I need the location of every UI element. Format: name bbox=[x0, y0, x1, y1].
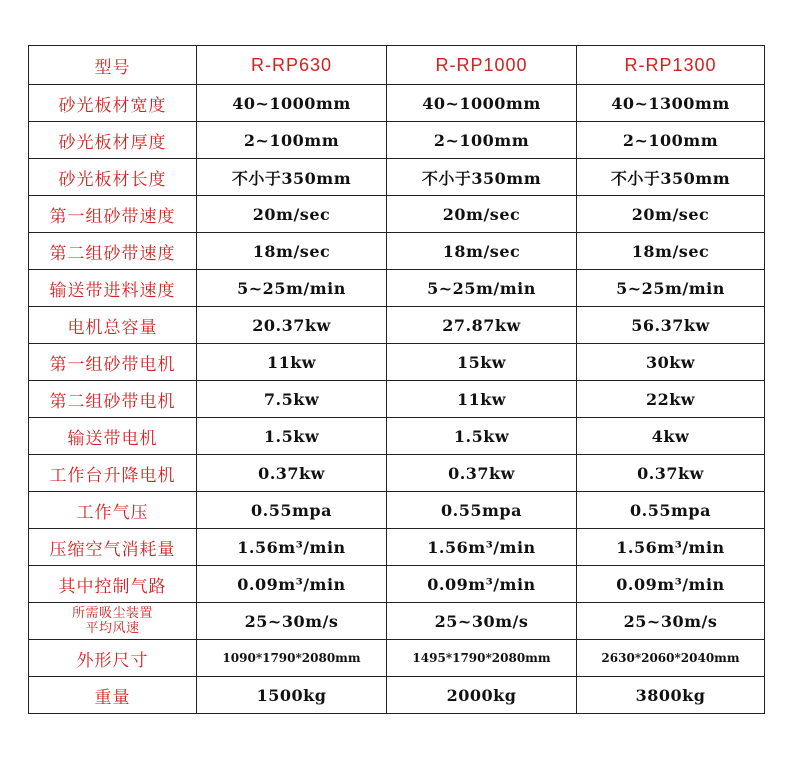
table-header-row bbox=[29, 46, 765, 85]
row-value: 7.5kw bbox=[197, 381, 387, 418]
row-value: 1500kg bbox=[197, 677, 387, 714]
table-row bbox=[29, 640, 765, 677]
row-value: 0.09m³/min bbox=[197, 566, 387, 603]
table-row bbox=[29, 196, 765, 233]
model-name: R-RP630 bbox=[197, 46, 387, 85]
row-value: 0.55mpa bbox=[577, 492, 765, 529]
row-label: 第二组砂带电机 bbox=[29, 381, 197, 418]
row-label: 工作气压 bbox=[29, 492, 197, 529]
row-label: 重量 bbox=[29, 677, 197, 714]
table-row bbox=[29, 233, 765, 270]
row-label: 砂光板材厚度 bbox=[29, 122, 197, 159]
row-label: 砂光板材宽度 bbox=[29, 85, 197, 122]
table-row bbox=[29, 381, 765, 418]
row-value: 0.09m³/min bbox=[577, 566, 765, 603]
table-row bbox=[29, 85, 765, 122]
row-value: 1.5kw bbox=[197, 418, 387, 455]
row-label: 第一组砂带电机 bbox=[29, 344, 197, 381]
row-value: 2~100mm bbox=[197, 122, 387, 159]
row-value: 18m/sec bbox=[197, 233, 387, 270]
row-value: 27.87kw bbox=[387, 307, 577, 344]
row-value: 5~25m/min bbox=[577, 270, 765, 307]
table-row bbox=[29, 159, 765, 196]
table-row bbox=[29, 492, 765, 529]
row-label-line: 平均风速 bbox=[85, 621, 140, 636]
row-value: 1090*1790*2080mm bbox=[197, 640, 387, 677]
table-row bbox=[29, 455, 765, 492]
row-value: 1.56m³/min bbox=[387, 529, 577, 566]
row-value: 25~30m/s bbox=[387, 603, 577, 640]
model-name: R-RP1000 bbox=[387, 46, 577, 85]
row-value: 0.37kw bbox=[577, 455, 765, 492]
row-value: 1.56m³/min bbox=[577, 529, 765, 566]
row-value: 3800kg bbox=[577, 677, 765, 714]
row-value: 5~25m/min bbox=[387, 270, 577, 307]
row-value: 15kw bbox=[387, 344, 577, 381]
table-row bbox=[29, 603, 765, 640]
row-value: 不小于350mm bbox=[387, 159, 577, 196]
row-value: 2630*2060*2040mm bbox=[577, 640, 765, 677]
row-value: 4kw bbox=[577, 418, 765, 455]
row-value: 2000kg bbox=[387, 677, 577, 714]
row-value: 2~100mm bbox=[387, 122, 577, 159]
row-value: 56.37kw bbox=[577, 307, 765, 344]
row-value: 0.37kw bbox=[197, 455, 387, 492]
row-value: 25~30m/s bbox=[577, 603, 765, 640]
row-value: 25~30m/s bbox=[197, 603, 387, 640]
row-value: 1495*1790*2080mm bbox=[387, 640, 577, 677]
row-value: 0.55mpa bbox=[197, 492, 387, 529]
row-value: 40~1000mm bbox=[387, 85, 577, 122]
row-value: 不小于350mm bbox=[577, 159, 765, 196]
row-label: 电机总容量 bbox=[29, 307, 197, 344]
model-name: R-RP1300 bbox=[577, 46, 765, 85]
row-label: 其中控制气路 bbox=[29, 566, 197, 603]
row-value: 1.5kw bbox=[387, 418, 577, 455]
row-value: 22kw bbox=[577, 381, 765, 418]
row-label: 输送带进料速度 bbox=[29, 270, 197, 307]
table-row bbox=[29, 122, 765, 159]
row-value: 0.37kw bbox=[387, 455, 577, 492]
row-label: 外形尺寸 bbox=[29, 640, 197, 677]
row-value: 11kw bbox=[197, 344, 387, 381]
table-row bbox=[29, 344, 765, 381]
row-label: 工作台升降电机 bbox=[29, 455, 197, 492]
table-row bbox=[29, 677, 765, 714]
row-label: 砂光板材长度 bbox=[29, 159, 197, 196]
row-value: 40~1000mm bbox=[197, 85, 387, 122]
spec-table bbox=[28, 45, 765, 714]
table-row bbox=[29, 418, 765, 455]
row-value: 18m/sec bbox=[387, 233, 577, 270]
header-label: 型号 bbox=[29, 46, 197, 85]
row-label-line: 所需吸尘装置 bbox=[71, 606, 153, 621]
table-row bbox=[29, 270, 765, 307]
row-value: 20m/sec bbox=[197, 196, 387, 233]
row-value: 20m/sec bbox=[577, 196, 765, 233]
row-value: 不小于350mm bbox=[197, 159, 387, 196]
row-value: 20m/sec bbox=[387, 196, 577, 233]
row-value: 0.09m³/min bbox=[387, 566, 577, 603]
row-value: 1.56m³/min bbox=[197, 529, 387, 566]
row-value: 20.37kw bbox=[197, 307, 387, 344]
row-label: 第二组砂带速度 bbox=[29, 233, 197, 270]
row-value: 11kw bbox=[387, 381, 577, 418]
row-label: 压缩空气消耗量 bbox=[29, 529, 197, 566]
row-value: 5~25m/min bbox=[197, 270, 387, 307]
row-label: 第一组砂带速度 bbox=[29, 196, 197, 233]
row-value: 18m/sec bbox=[577, 233, 765, 270]
row-label bbox=[29, 603, 197, 640]
row-value: 40~1300mm bbox=[577, 85, 765, 122]
row-value: 0.55mpa bbox=[387, 492, 577, 529]
table-row bbox=[29, 307, 765, 344]
table-row bbox=[29, 566, 765, 603]
row-value: 30kw bbox=[577, 344, 765, 381]
row-value: 2~100mm bbox=[577, 122, 765, 159]
row-label: 输送带电机 bbox=[29, 418, 197, 455]
table-row bbox=[29, 529, 765, 566]
